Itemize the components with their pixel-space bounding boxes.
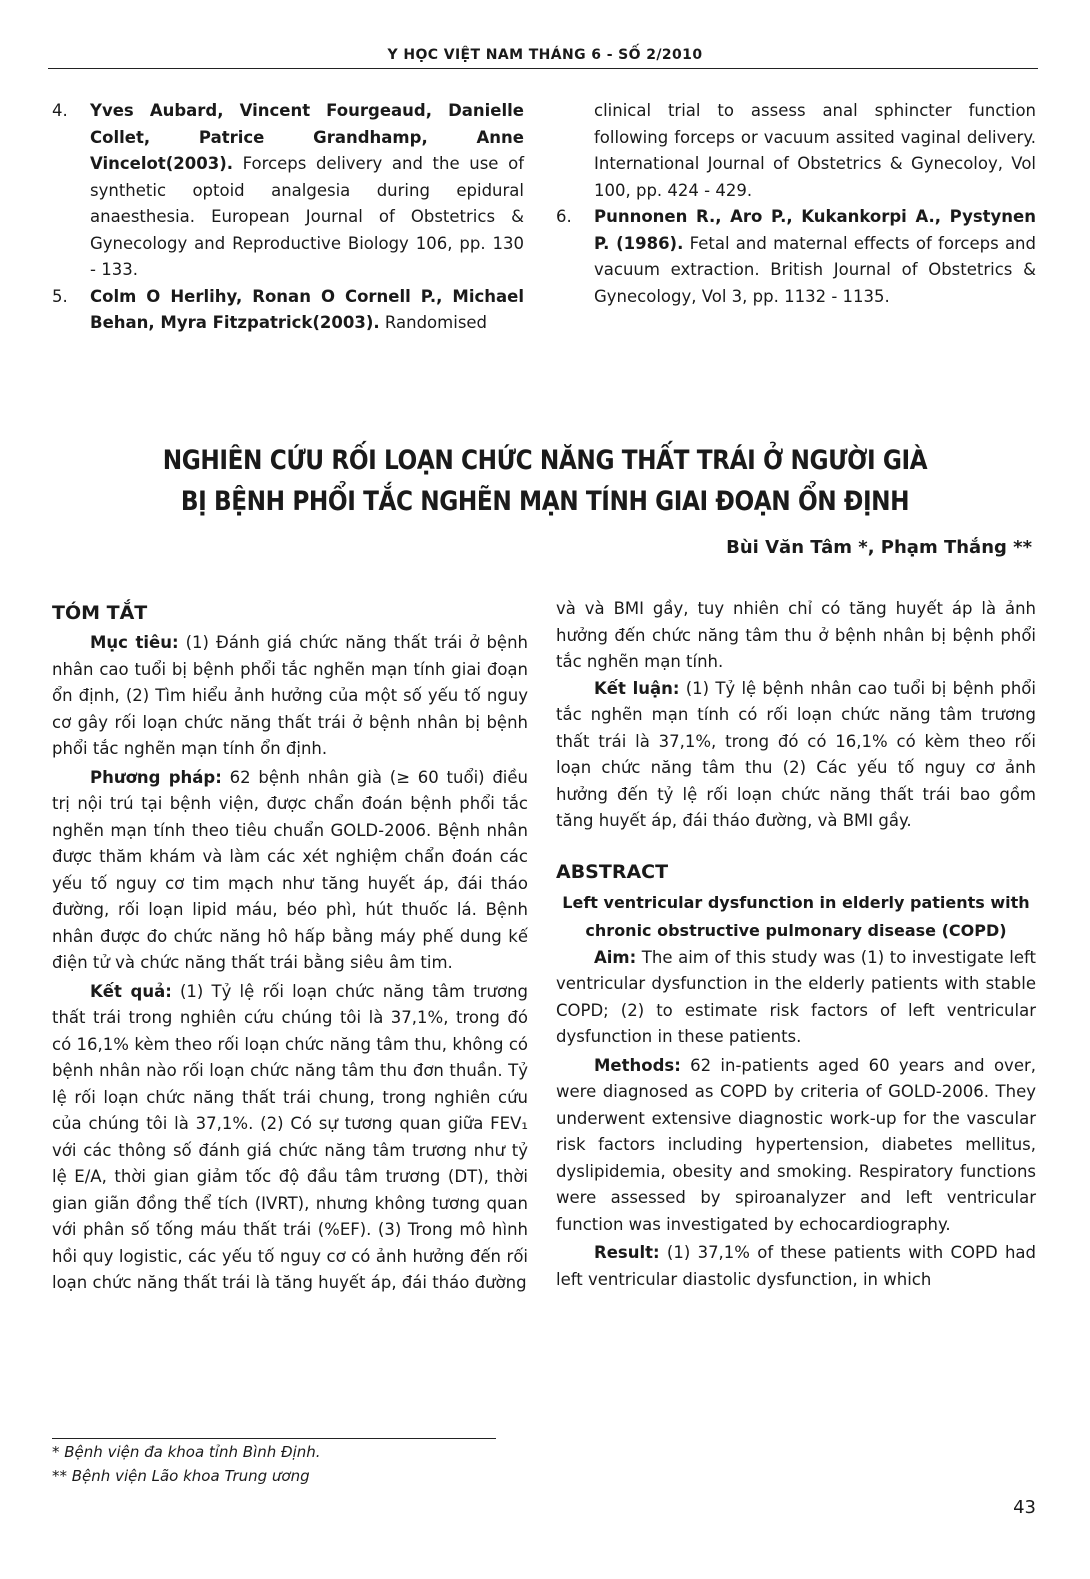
reference-number: 5.: [52, 286, 68, 306]
reference-number: 6.: [556, 207, 572, 226]
header-rule: [48, 68, 1038, 69]
abstract-methods-text: 62 in-patients aged 60 years and over, were diagnosed as COPD by criteria of GOLD-2006. They underwent extensive diagnostic work-up for the vascular risk factors including hypertension, diabetes mellitus, dyslipidemia, obesity and smoking. Respiratory functions were assessed by spiroanalyzer and left ventricular function was investigated by echocardiography.: [556, 1055, 1036, 1234]
method-label: Phương pháp:: [90, 767, 222, 787]
reference-text-continued: clinical trial to assess anal sphincter function following forceps or vacuum assited vaginal delivery. International Journal of Obstetrics & Gynecoloy, Vol 100, pp. 424 - 429.: [594, 101, 1036, 200]
result-label: Kết quả:: [90, 981, 172, 1001]
reference-item: [52, 98, 524, 284]
summary-conclusion-paragraph: [556, 676, 1036, 835]
reference-authors: Yves Aubard, Vincent Fourgeaud, Danielle Collet, Patrice Grandhamp, Anne Vincelot(2003).: [90, 101, 524, 173]
article-title-line-2: BỊ BỆNH PHỔI TẮC NGHẼN MẠN TÍNH GIAI ĐOẠN ỔN ĐỊNH: [180, 486, 910, 517]
summary-result-continued: và và BMI gầy, tuy nhiên chỉ có tăng huyết áp là ảnh hưởng đến chức năng tâm thu ở bệnh nhân bị bệnh phổi tắc nghẽn mạn tính.: [556, 599, 1036, 671]
abstract-title: Left ventricular dysfunction in elderly patients with chronic obstructive pulmonary disease (COPD): [562, 892, 1030, 940]
abstract-aim-text: The aim of this study was (1) to investigate left ventricular dysfunction in the elderly patients with stable COPD; (2) to estimate risk factors of left ventricular dysfunction in these patients.: [556, 947, 1036, 1046]
abstract-heading: ABSTRACT: [556, 860, 669, 883]
abstract-result-text: (1) 37,1% of these patients with COPD had left ventricular diastolic dysfunction, in which: [556, 1243, 1036, 1289]
page-number: 43: [1013, 1497, 1036, 1518]
reference-text: Fetal and maternal effects of forceps and vacuum extraction. British Journal of Obstetrics & Gynecology, Vol 3, pp. 1132 - 1135.: [594, 233, 1036, 306]
reference-text: Forceps delivery and the use of synthetic optoid analgesia during epidural anaesthesia. European Journal of Obstetrics & Gynecology and Reproductive Biology 106, pp. 130 - 133.: [90, 154, 524, 279]
article-title-line-1: NGHIÊN CỨU RỐI LOẠN CHỨC NĂNG THẤT TRÁI Ở NGƯỜI GIÀ: [162, 445, 928, 476]
result-text: (1) Tỷ lệ rối loạn chức năng tâm trương thất trái trong nghiên cứu chúng tôi là 37,1%, trong đó có 16,1% kèm theo rối loạn chức năng tâm thu, không có bệnh nhân nào rối loạn chức năng tâm thu đơn thuần. Tỷ lệ rối loạn chức năng thất trái chung, trong nghiên cứu của chúng tôi là 37,1%. (2) Có sự tương quan giữa FEV₁ với các thông số đánh giá chức năng tâm trương như tỷ lệ E/A, thời gian giảm tốc độ đầu tâm trương (DT), thời gian giãn đồng thể tích (IVRT), nhưng không tương quan với phân số tống máu thất trái (%EF). (3) Trong mô hình hồi quy logistic, các yếu tố nguy cơ có ảnh hưởng đến rối loạn chức năng thất trái là tăng huyết áp, đái tháo đường: [52, 981, 528, 1292]
running-header: Y HỌC VIỆT NAM THÁNG 6 - SỐ 2/2010: [387, 47, 703, 63]
summary-left-column: [52, 598, 528, 1299]
article-authors: Bùi Văn Tâm *, Phạm Thắng **: [726, 537, 1032, 558]
summary-aim-paragraph: [52, 630, 528, 763]
conclusion-label: Kết luận:: [594, 678, 680, 698]
article-title: [90, 440, 1000, 522]
footnotes: [52, 1440, 321, 1488]
reference-text-start: Randomised: [379, 313, 488, 332]
abstract-aim-label: Aim:: [594, 947, 637, 967]
footnote-2: ** Bệnh viện Lão khoa Trung ương: [52, 1467, 310, 1485]
summary-method-paragraph: [52, 765, 528, 977]
aim-text: (1) Đánh giá chức năng thất trái ở bệnh nhân cao tuổi bị bệnh phổi tắc nghẽn mạn tính giai đoạn ổn định, (2) Tìm hiểu ảnh hưởng của một số yếu tố nguy cơ gây rối loạn chức năng thất trái ở bệnh nhân bị bệnh phổi tắc nghẽn mạn tính ổn định.: [52, 633, 528, 758]
reference-body: [594, 204, 1036, 310]
reference-item: [556, 204, 1036, 310]
reference-body: [90, 284, 524, 337]
references-right-column: [556, 98, 1036, 310]
abstract-result-paragraph: [556, 1240, 1036, 1293]
summary-heading: TÓM TẮT: [52, 602, 148, 624]
reference-item: [52, 284, 524, 337]
aim-label: Mục tiêu:: [90, 633, 179, 652]
summary-right-column: [556, 596, 1036, 1295]
summary-result-paragraph: [52, 979, 528, 1297]
method-text: 62 bệnh nhân già (≥ 60 tuổi) điều trị nội trú tại bệnh viện, được chẩn đoán bệnh phổi tắc nghẽn mạn tính theo tiêu chuẩn GOLD-2006. Bệnh nhân được thăm khám và làm các xét nghiệm chẩn đoán các yếu tố nguy cơ tim mạch như tăng huyết áp, đái tháo đường, rối loạn lipid máu, béo phì, hút thuốc lá. Bệnh nhân được đo chức năng hô hấp bằng máy phế dung kế điện tử và chức năng thất trái bằng siêu âm tim.: [52, 767, 529, 972]
abstract-methods-paragraph: [556, 1053, 1036, 1239]
references-left-column: [52, 98, 524, 337]
footnote-1: * Bệnh viện đa khoa tỉnh Bình Định.: [52, 1443, 321, 1461]
reference-item-continued: [556, 98, 1036, 204]
abstract-aim-paragraph: [556, 945, 1036, 1051]
footnote-rule: [52, 1438, 496, 1439]
reference-number: 4.: [52, 101, 68, 120]
conclusion-text: (1) Tỷ lệ bệnh nhân cao tuổi bị bệnh phổi tắc nghẽn mạn tính có rối loạn chức năng tâm trương thất trái là 37,1%, trong đó có 16,1% có kèm theo rối loạn chức năng tâm thu (2) Các yếu tố nguy cơ ảnh hưởng đến tỷ lệ rối loạn chức năng thất trái bao gồm tăng huyết áp, đái tháo đường, và BMI gầy.: [556, 678, 1036, 830]
reference-authors: Punnonen R., Aro P., Kukankorpi A., Pystynen P. (1986).: [594, 207, 1036, 253]
reference-authors: Colm O Herlihy, Ronan O Cornell P., Michael Behan, Myra Fitzpatrick(2003).: [90, 286, 524, 332]
abstract-methods-label: Methods:: [594, 1055, 681, 1075]
reference-body: [90, 98, 524, 284]
abstract-result-label: Result:: [594, 1243, 660, 1262]
